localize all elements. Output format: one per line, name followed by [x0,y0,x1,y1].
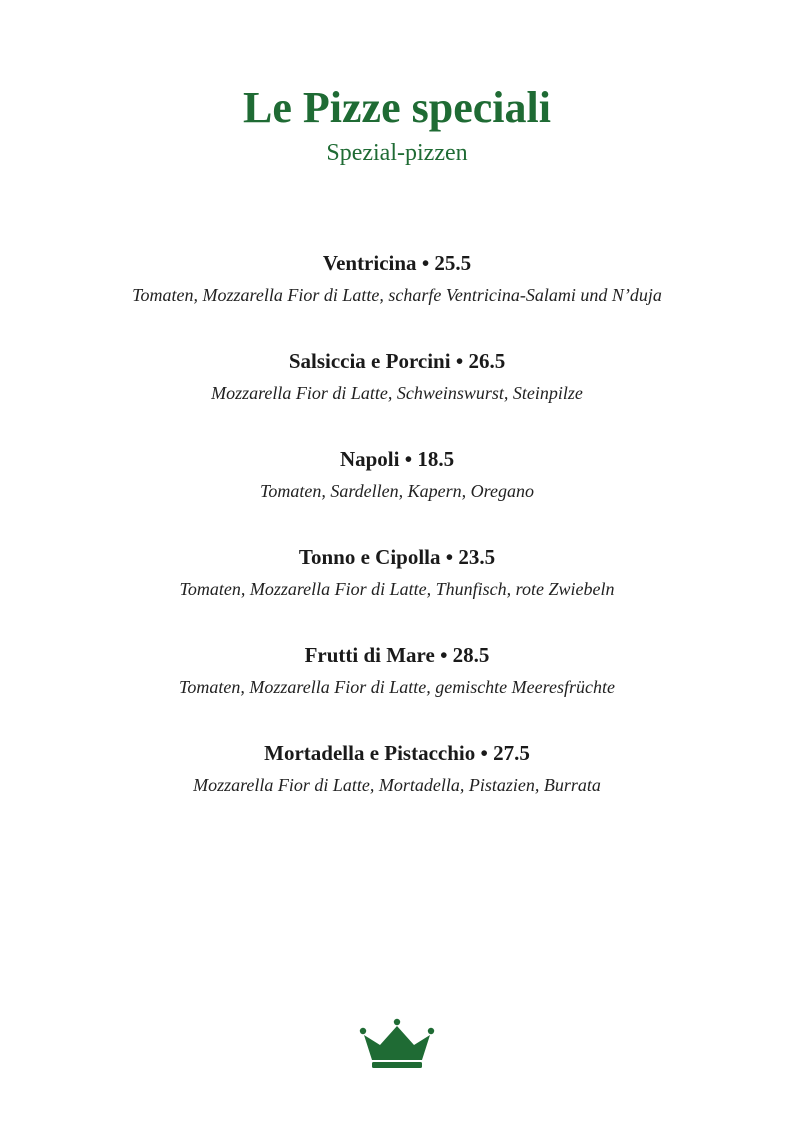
page-title: Le Pizze speciali [243,83,551,132]
crown-icon [358,1018,436,1070]
menu-item-description: Tomaten, Mozzarella Fior di Latte, gemischte Meeresfrüchte [179,677,615,697]
menu-item-description: Mozzarella Fior di Latte, Mortadella, Pistazien, Burrata [193,775,601,795]
menu-item-separator: • [434,643,453,667]
menu-item-heading [0,249,794,277]
menu-item-separator: • [475,741,494,765]
menu-item-price: 18.5 [417,447,455,471]
menu-item-separator: • [416,251,435,275]
menu-item-price: 28.5 [452,643,490,667]
menu-item-separator: • [440,545,459,569]
menu-item-description: Mozzarella Fior di Latte, Schweinswurst, Steinpilze [211,383,583,403]
menu-item-price: 23.5 [458,545,496,569]
menu-item-price: 27.5 [493,741,530,765]
menu-item-heading [0,445,794,473]
menu-item-description: Tomaten, Mozzarella Fior di Latte, Thunfisch, rote Zwiebeln [179,579,615,599]
menu-item-tonno-e-cipolla [0,543,794,641]
menu-item-heading [0,641,794,669]
menu-item-name: Salsiccia e Porcini [288,349,451,373]
pizza-menu-list [0,249,794,837]
menu-item-separator: • [399,447,418,471]
menu-item-napoli [0,445,794,543]
menu-item-salsiccia-e-porcini [0,347,794,445]
menu-item-ventricina [0,249,794,347]
menu-item-name: Tonno e Cipolla [298,545,441,569]
menu-item-mortadella-e-pistacchio [0,739,794,837]
menu-item-price: 26.5 [468,349,506,373]
menu-item-heading [0,739,794,767]
menu-item-heading [0,347,794,375]
menu-item-name: Mortadella e Pistacchio [264,741,476,765]
menu-item-frutti-di-mare [0,641,794,739]
page-subtitle: Spezial-pizzen [326,140,468,166]
menu-item-price: 25.5 [434,251,472,275]
menu-item-name: Ventricina [322,251,417,275]
menu-item-name: Frutti di Mare [304,643,435,667]
menu-item-name: Napoli [339,447,400,471]
menu-item-heading [0,543,794,571]
menu-header [0,82,794,168]
menu-item-description: Tomaten, Mozzarella Fior di Latte, scharfe Ventricina-Salami und N’duja [132,285,662,305]
menu-item-separator: • [450,349,469,373]
menu-item-description: Tomaten, Sardellen, Kapern, Oregano [260,481,534,501]
